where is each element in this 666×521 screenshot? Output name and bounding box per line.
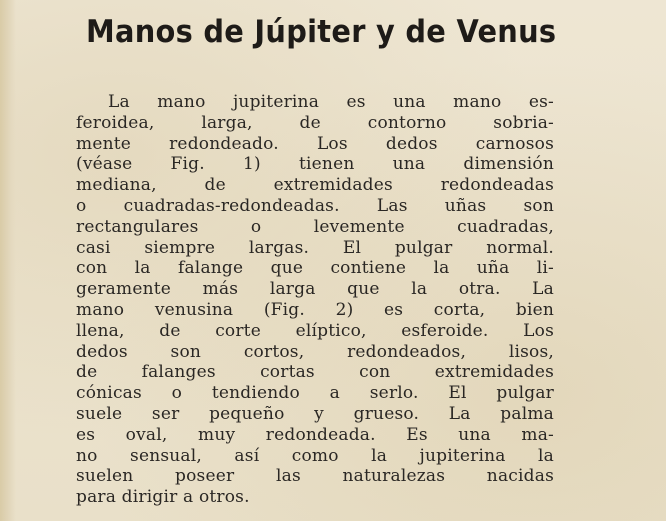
article-line: suele ser pequeño y grueso. La palma [76,403,554,424]
article-line: rectangulares o levemente cuadradas, [76,216,554,237]
article-line: o cuadradas-redondeadas. Las uñas son [76,195,554,216]
article-line: mano venusina (Fig. 2) es corta, bien [76,299,554,320]
article-line: de falanges cortas con extremidades [76,362,554,383]
article-line: dedos son cortos, redondeados, lisos, [76,341,554,362]
article-line: mediana, de extremidades redondeadas [76,175,554,196]
article-line: para dirigir a otros. [76,487,250,508]
article-line: (véase Fig. 1) tienen una dimensión [76,154,554,175]
article-body [76,92,554,508]
article-line: feroidea, larga, de contorno sobria- [76,112,554,133]
article-line: cónicas o tendiendo a serlo. El pulgar [76,383,554,404]
paper-edge [0,0,16,521]
article-line: no sensual, así como la jupiterina la [76,445,554,466]
article-line: es oval, muy redondeada. Es una ma- [76,424,554,445]
article-line: suelen poseer las naturalezas nacidas [76,466,554,487]
article-line: mente redondeado. Los dedos carnosos [76,133,554,154]
article-line: llena, de corte elíptico, esferoide. Los [76,320,554,341]
article-title: Manos de Júpiter y de Venus [86,14,557,50]
article-line: La mano jupiterina es una mano es- [108,92,554,112]
article-line: con la falange que contiene la uña li- [76,258,554,279]
article-line: casi siempre largas. El pulgar normal. [76,237,554,258]
article-line: geramente más larga que la otra. La [76,279,554,300]
